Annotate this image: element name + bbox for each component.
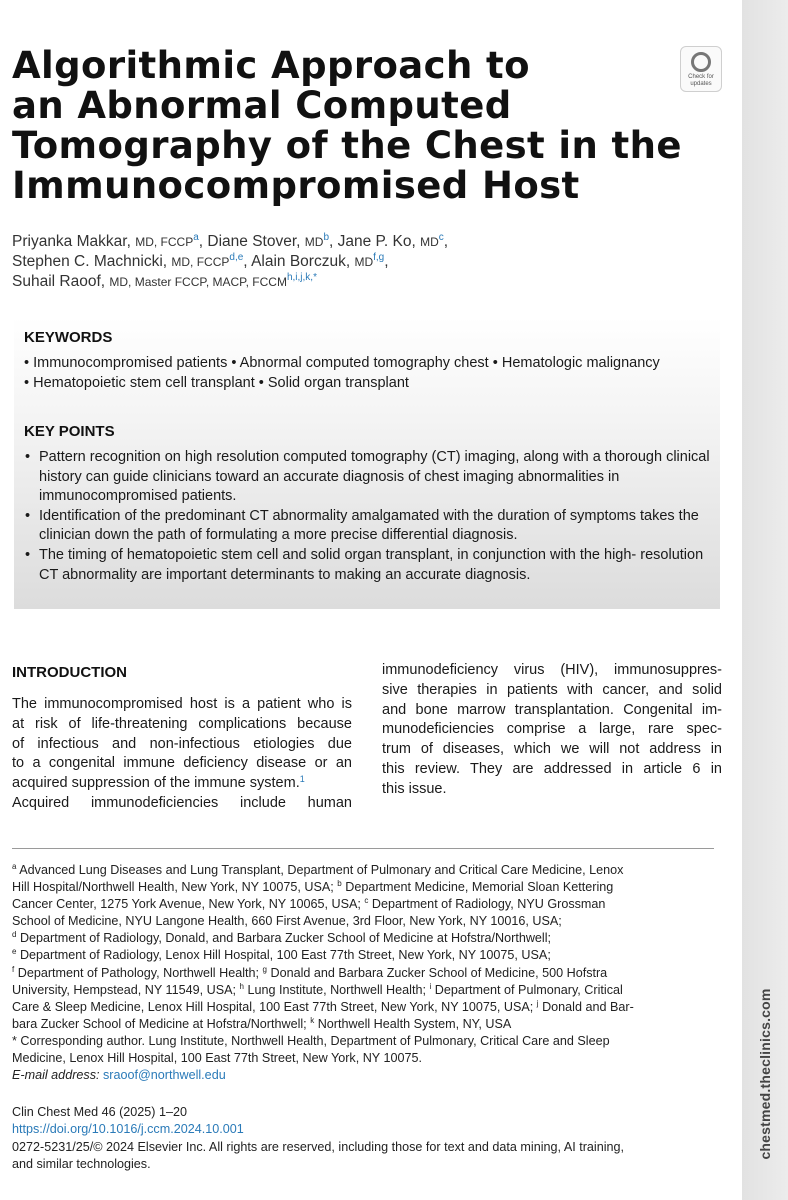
- intro-line-with-ref: [12, 774, 352, 794]
- intro-left-column: [12, 695, 352, 814]
- affil-line: [12, 1033, 714, 1050]
- check-for-updates-icon: [691, 52, 711, 72]
- affil-line: School of Medicine, NYU Langone Health, 660 First Avenue, 3rd Floor, New York, NY 10016, USA;: [12, 914, 562, 929]
- intro-line: this review. They are addressed in article 6 in: [382, 760, 722, 777]
- author-name: Alain Borczuk,: [251, 253, 351, 270]
- affil-text: Department Medicine, Memorial Sloan Kettering: [345, 880, 614, 895]
- affil-line: Medicine, Lenox Hill Hospital, 100 East 77th Street, New York, NY 10075.: [12, 1051, 422, 1066]
- affil-sup: b: [337, 879, 342, 889]
- affil-line: [12, 965, 714, 982]
- intro-line: acquired suppression of the immune system.: [12, 775, 300, 792]
- keywords-keypoints-box: [14, 317, 720, 609]
- affil-text: Hill Hospital/Northwell Health, New York, NY 10075, USA;: [12, 880, 334, 895]
- affil-line: [12, 999, 714, 1016]
- journal-citation: Clin Chest Med 46 (2025) 1–20: [12, 1105, 188, 1119]
- affil-text: Department of Pulmonary, Critical: [434, 982, 623, 997]
- intro-line: this issue.: [382, 780, 447, 797]
- affil-text: Department of Pathology, Northwell Health;: [17, 965, 260, 980]
- affil-text: bara Zucker School of Medicine at Hofstra/Northwell;: [12, 1016, 307, 1031]
- author-affil-sup[interactable]: c: [438, 232, 444, 243]
- email-link[interactable]: sraoof@northwell.edu: [103, 1068, 226, 1083]
- intro-right-column: [382, 661, 722, 800]
- reference-link[interactable]: 1: [299, 774, 305, 785]
- author-line-1: Priyanka Makkar, MD, FCCP$^a$, Diane Stover, $MD^b$, Jane P. Ko, $MD^c$,: [12, 232, 449, 250]
- affil-sup: g: [262, 964, 267, 974]
- author-line-3: [12, 272, 712, 292]
- author-affil-sup[interactable]: a: [193, 232, 199, 243]
- author-name: Stephen C. Machnicki,: [12, 253, 168, 270]
- affil-line: [12, 1016, 714, 1033]
- author-name: Diane Stover,: [207, 233, 301, 250]
- keywords-line: • Immunocompromised patients • Abnormal computed tomography chest • Hematologic malignancy: [24, 355, 660, 371]
- affil-text: Donald and Barbara Zucker School of Medicine, 500 Hofstra: [270, 965, 608, 980]
- intro-line: munodeficiencies comprise a large, rare spec-: [382, 721, 722, 738]
- affil-text: Corresponding author. Lung Institute, Northwell Health, Department of Pulmonary, Critical Care and Sleep: [20, 1033, 610, 1048]
- author-degree: MD, FCCP: [171, 255, 230, 269]
- key-points-heading: KEY POINTS: [24, 423, 115, 440]
- badge-label-1: Check for: [688, 74, 714, 80]
- intro-line: immunodeficiency virus (HIV), immunosuppres-: [382, 662, 722, 678]
- intro-line: The immunocompromised host is a patient who is: [12, 696, 352, 712]
- author-degree: MD: [420, 235, 439, 249]
- key-point-item: • The timing of hematopoietic stem cell and solid organ transplant, in conjunction with the high- resolution CT abnormality are important determinants to making an accurate diagnosis.: [24, 546, 714, 585]
- keywords-line: • Hematopoietic stem cell transplant • Solid organ transplant: [24, 375, 409, 391]
- affil-text: Care & Sleep Medicine, Lenox Hill Hospital, 100 East 77th Street, New York, NY 10075, USA;: [12, 999, 534, 1014]
- affil-line: [12, 896, 714, 913]
- email-label: E-mail address:: [12, 1068, 100, 1083]
- affil-sup: f: [12, 964, 15, 974]
- author-degree: MD: [354, 255, 374, 269]
- affil-sup: i: [429, 981, 432, 991]
- key-point-item: • Identification of the predominant CT abnormality amalgamated with the duration of symptoms takes the clinician down the path of formulating a more precise differential diagnosis.: [24, 507, 714, 546]
- affil-text: Department of Radiology, Lenox Hill Hospital, 100 East 77th Street, New York, NY 10075, USA;: [19, 948, 551, 963]
- intro-line: and bone marrow transplantation. Congenital im-: [382, 701, 722, 718]
- intro-line: sive therapies in patients with cancer, and solid: [382, 681, 722, 698]
- affil-line: [12, 930, 714, 947]
- affil-text: Lung Institute, Northwell Health;: [247, 982, 426, 997]
- email-line: [12, 1067, 714, 1084]
- title-line: Immunocompromised Host: [12, 164, 580, 207]
- intro-line: at risk of life-threatening complications because: [12, 715, 352, 732]
- affil-text: Department of Radiology, NYU Grossman: [371, 897, 606, 912]
- author-affil-sup[interactable]: b: [323, 232, 329, 243]
- doi-link[interactable]: https://doi.org/10.1016/j.ccm.2024.10.001: [12, 1122, 244, 1137]
- affil-text: Donald and Bar-: [542, 999, 634, 1014]
- affil-line: [12, 879, 714, 896]
- rights-statement: 0272-5231/25/© 2024 Elsevier Inc. All rights are reserved, including those for text and data mining, AI training,: [12, 1139, 625, 1154]
- author-degree: MD, FCCP: [135, 235, 194, 249]
- article-title: [12, 46, 712, 206]
- affil-text: Cancer Center, 1275 York Avenue, New York, NY 10065, USA;: [12, 897, 361, 912]
- affil-line: [12, 982, 714, 999]
- author-name: Suhail Raoof,: [12, 273, 106, 290]
- affil-text: Department of Radiology, Donald, and Barbara Zucker School of Medicine at Hofstra/Northwell;: [19, 931, 552, 946]
- affil-sup: h: [239, 981, 244, 991]
- title-line: an Abnormal Computed: [12, 84, 512, 127]
- affil-line: [12, 862, 714, 879]
- title-line: Tomography of the Chest in the: [12, 124, 682, 167]
- intro-line: Acquired immunodeficiencies include human: [12, 794, 352, 811]
- keywords-list: [24, 353, 724, 393]
- check-for-updates-badge[interactable]: [680, 46, 722, 92]
- author-list: [12, 232, 712, 292]
- intro-line: to a congenital immune deficiency disease or an: [12, 755, 352, 772]
- affil-text: University, Hempstead, NY 11549, USA;: [12, 982, 236, 997]
- journal-url[interactable]: chestmed.theclinics.com: [757, 988, 773, 1160]
- author-name: Jane P. Ko,: [337, 233, 416, 250]
- key-points-list: [24, 448, 714, 585]
- author-line-2: Stephen C. Machnicki, MD, FCCP$^{d,e}$, Alain Borczuk, MD$^{f,g}$,: [12, 252, 389, 270]
- affil-sup: a: [12, 862, 17, 871]
- title-line: Algorithmic Approach to: [12, 44, 530, 87]
- rights-statement: and similar technologies.: [12, 1156, 151, 1171]
- author-degree: MD: [304, 235, 324, 249]
- affiliations: [12, 862, 714, 1084]
- author-degree: MD, Master FCCP, MACP, FCCM: [109, 275, 287, 289]
- intro-line: trum of diseases, which we will not address in: [382, 741, 722, 758]
- affil-text: Northwell Health System, NY, USA: [317, 1016, 512, 1031]
- intro-line: of infectious and non-infectious etiologies due: [12, 735, 352, 752]
- keywords-heading: KEYWORDS: [24, 329, 113, 346]
- citation-block: [12, 1104, 722, 1173]
- badge-label-2: updates: [690, 81, 712, 87]
- affil-line: [12, 947, 714, 964]
- introduction-heading: INTRODUCTION: [12, 664, 127, 681]
- affil-sup: e: [12, 947, 17, 957]
- affil-sup: d: [12, 930, 17, 940]
- affil-text: Advanced Lung Diseases and Lung Transplant, Department of Pulmonary and Critical Care Medicine, Lenox: [19, 863, 624, 877]
- affil-star: *: [12, 1033, 17, 1048]
- key-point-item: • Pattern recognition on high resolution computed tomography (CT) imaging, along with a thorough clinical history can guide clinicians toward an accurate diagnosis of chest imaging abnormalities in immunocompromised patients.: [24, 448, 714, 507]
- affil-sup: j: [536, 998, 539, 1008]
- author-affil-sup[interactable]: f,g: [373, 252, 385, 263]
- author-affil-sup[interactable]: d,e: [229, 252, 244, 263]
- footnote-divider: [12, 848, 714, 849]
- author-affil-sup[interactable]: h,i,j,k,*: [286, 272, 317, 283]
- affil-sup: k: [310, 1015, 315, 1025]
- affil-sup: c: [364, 896, 369, 906]
- author-name: Priyanka Makkar,: [12, 233, 131, 250]
